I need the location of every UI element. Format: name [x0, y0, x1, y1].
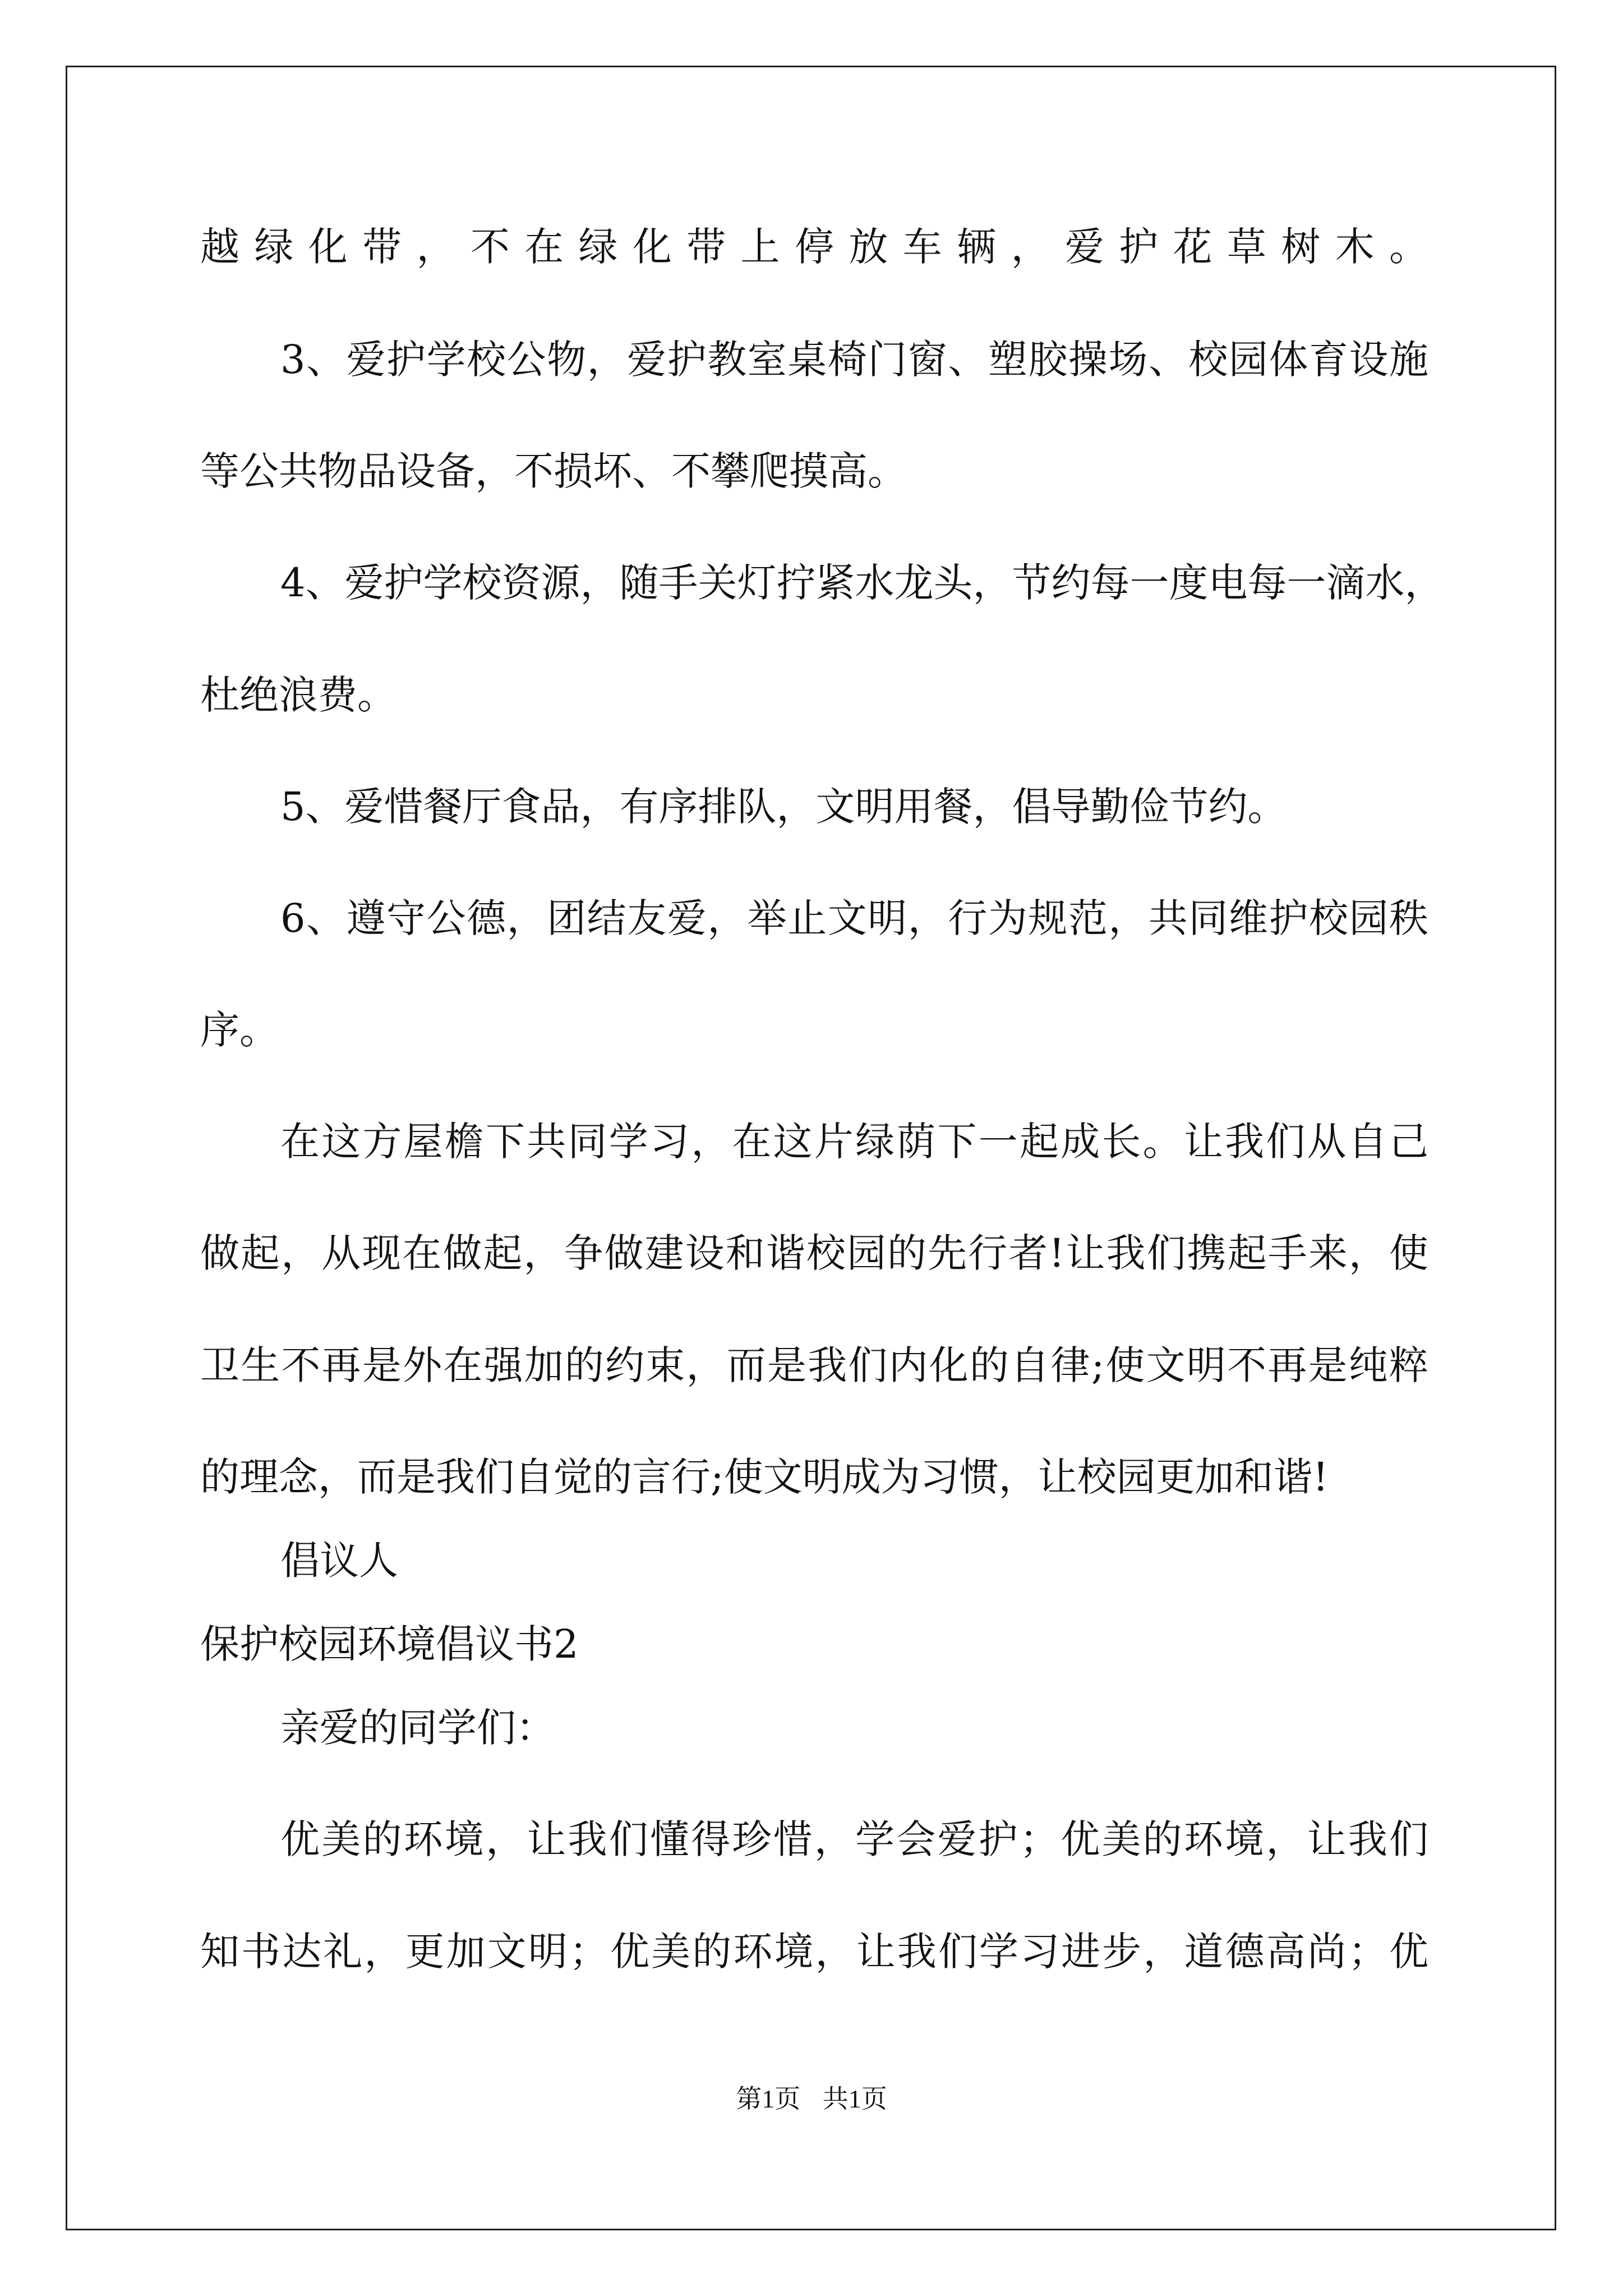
list-item-3-line-1: 3、爱护学校公物，爱护教室桌椅门窗、塑胶操场、校园体育设施 [280, 337, 1428, 383]
list-item-6-line-2: 序。 [200, 1007, 279, 1053]
closing-paragraph-line-2: 做起，从现在做起，争做建设和谐校园的先行者!让我们携起手来，使 [200, 1230, 1428, 1276]
closing-paragraph-line-4: 的理念，而是我们自觉的言行;使文明成为习惯，让校园更加和谐! [200, 1454, 1329, 1500]
list-item-4-line-1: 4、爱护学校资源，随手关灯拧紧水龙头，节约每一度电每一滴水， [280, 560, 1444, 606]
closing-paragraph-line-1: 在这方屋檐下共同学习，在这片绿荫下一起成长。让我们从自己 [280, 1119, 1428, 1165]
second-letter-line-1: 优美的环境，让我们懂得珍惜，学会爱护；优美的环境，让我们 [280, 1816, 1428, 1862]
salutation: 亲爱的同学们： [280, 1705, 555, 1751]
list-item-6-line-1: 6、遵守公德，团结友爱，举止文明，行为规范，共同维护校园秩 [280, 895, 1428, 941]
signature-label: 倡议人 [280, 1538, 398, 1584]
page-footer [0, 2082, 1623, 2116]
closing-paragraph-line-3: 卫生不再是外在强加的约束，而是我们内化的自律;使文明不再是纯粹 [200, 1342, 1428, 1388]
list-item-4-line-2: 杜绝浪费。 [200, 672, 396, 718]
second-letter-line-2: 知书达礼，更加文明；优美的环境，让我们学习进步，道德高尚；优 [200, 1929, 1428, 1975]
page-number: 第1页 [736, 2085, 801, 2113]
list-item-5: 5、爱惜餐厅食品，有序排队，文明用餐，倡导勤俭节约。 [280, 784, 1287, 830]
list-item-3-line-2: 等公共物品设备，不损坏、不攀爬摸高。 [200, 448, 907, 494]
section-title: 保护校园环境倡议书2 [200, 1621, 579, 1667]
body-line: 越绿化带，不在绿化带上停放车辆，爱护花草树木。 [200, 224, 1428, 270]
page-total: 共1页 [822, 2085, 887, 2113]
